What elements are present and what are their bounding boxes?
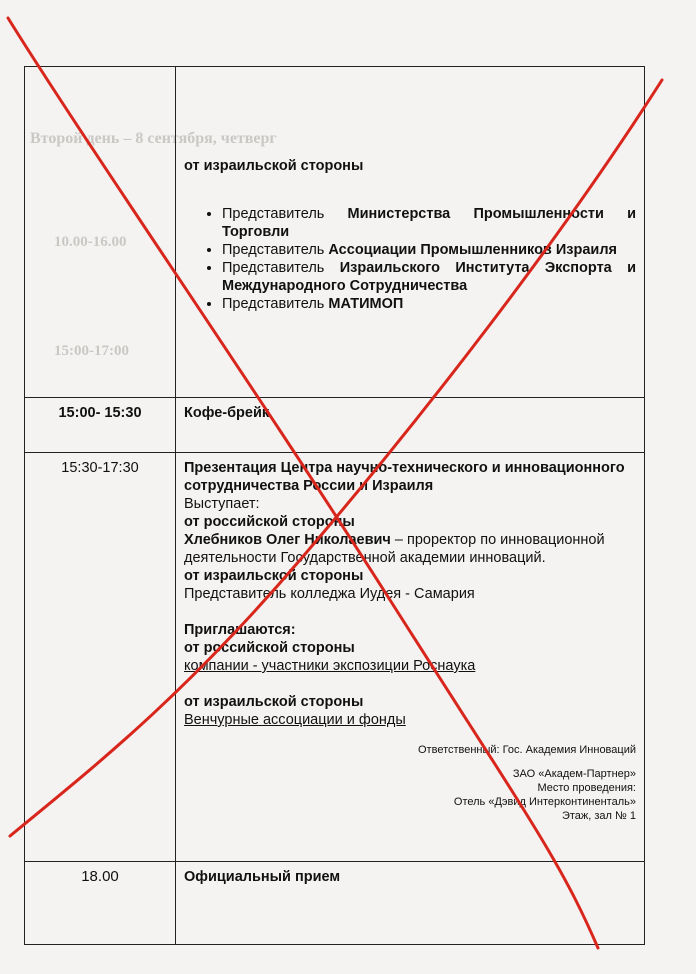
invited-il: Венчурные ассоциации и фонды <box>184 712 406 728</box>
table-row <box>25 862 645 945</box>
partner-name: ЗАО «Академ-Партнер» <box>512 768 636 780</box>
il-speaker: Представитель колледжа Иудея - Самария <box>184 586 475 602</box>
invited-ru-side: от российской стороны <box>184 640 355 656</box>
faded-heading: Второй день – 8 сентября, четверг <box>30 130 277 147</box>
schedule-table <box>24 66 645 945</box>
il-side-label: от израильской стороны <box>184 568 364 584</box>
israeli-reps-cell <box>176 67 645 398</box>
list-item: • Представитель Ассоциации Промышленников Израиля <box>222 241 636 259</box>
floor: Этаж, зал № 1 <box>561 810 636 822</box>
israeli-side-heading: от израильской стороны <box>184 158 364 174</box>
ru-side-label: от российской стороны <box>184 514 355 530</box>
invited-label: Приглашаются: <box>184 622 296 638</box>
venue-label: Место проведения: <box>537 782 636 794</box>
reception-title: Официальный прием <box>176 862 645 945</box>
responsible-note: Ответственный: Гос. Академия Инноваций <box>418 744 636 756</box>
table-row <box>25 453 645 862</box>
list-item: • Представитель Министерства Промышленности и Торговли <box>222 205 636 241</box>
speaks-label: Выступает: <box>184 496 260 512</box>
presentation-cell <box>176 453 645 862</box>
reception-time: 18.00 <box>25 862 176 945</box>
presentation-time: 15:30-17:30 <box>25 453 176 862</box>
break-title: Кофе-брейк <box>176 398 645 453</box>
table-row <box>25 67 645 398</box>
list-item: • Представитель Израильского Института Экспорта и Международного Сотрудничества <box>222 259 636 295</box>
time-cell-empty <box>25 67 176 398</box>
speaker-name: Хлебников Олег Николаевич <box>184 532 391 548</box>
break-time: 15:00- 15:30 <box>25 398 176 453</box>
speaker-line <box>184 531 636 567</box>
representatives-list <box>184 205 636 313</box>
presentation-title: Презентация Центра научно-технического и инновационного сотрудничества России и Израиля <box>184 460 625 494</box>
venue: Отель «Дэвид Интерконтиненталь» <box>453 796 636 808</box>
invited-ru: компании - участники экспозиции Роснаука <box>184 658 476 674</box>
faded-time-2: 15:00-17:00 <box>54 343 129 359</box>
table-row <box>25 398 645 453</box>
speaker-title: – проректор по инновационной деятельности Государственной академии инноваций. <box>184 532 605 566</box>
invited-il-side: от израильской стороны <box>184 694 364 710</box>
list-item: • Представитель МАТИМОП <box>222 295 636 313</box>
faded-time-1: 10.00-16.00 <box>54 234 127 250</box>
